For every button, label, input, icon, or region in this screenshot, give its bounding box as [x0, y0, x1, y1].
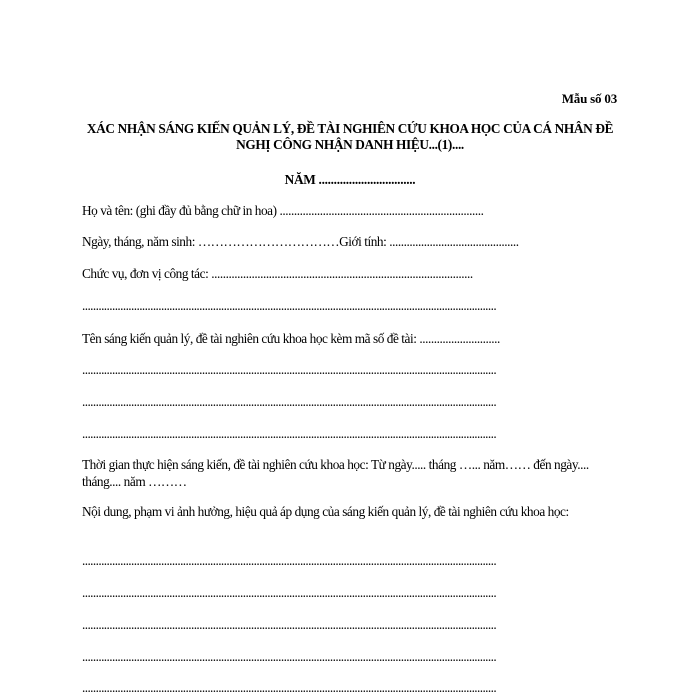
content-dotted-line-2: ........................................................................................................................................................ — [82, 585, 497, 600]
content-dotted-line-4: ........................................................................................................................................................ — [82, 649, 497, 664]
birth-gender-field: Ngày, tháng, năm sinh: ……………………………Giới tính: ............................................. — [82, 234, 519, 249]
topic-title-field: Tên sáng kiến quản lý, đề tài nghiên cứu khoa học kèm mã số đề tài: ............................ — [82, 331, 500, 346]
content-dotted-line-3: ........................................................................................................................................................ — [82, 617, 497, 632]
content-dotted-line-1: ........................................................................................................................................................ — [82, 553, 497, 568]
topic-dotted-line-1: ........................................................................................................................................................ — [82, 362, 497, 377]
year-line: NĂM ................................ — [284, 172, 416, 187]
position-unit-field: Chức vụ, đơn vị công tác: ........................................................................................... — [82, 266, 473, 281]
content-dotted-line-5: ........................................................................................................................................................ — [82, 680, 497, 695]
period-field: Thời gian thực hiện sáng kiến, đề tài nghiên cứu khoa học: Từ ngày..... tháng …... năm…… đến ngày.... tháng.... năm ……… — [82, 457, 589, 489]
position-unit-continuation: ........................................................................................................................................................ — [82, 298, 497, 313]
document-title: XÁC NHẬN SÁNG KIẾN QUẢN LÝ, ĐỀ TÀI NGHIÊN CỨU KHOA HỌC CỦA CÁ NHÂN ĐỀ NGHỊ CÔNG NHẬN DANH HIỆU...(1).... — [86, 121, 614, 152]
content-label: Nội dung, phạm vi ảnh hưởng, hiệu quả áp dụng của sáng kiến quản lý, đề tài nghiên cứu khoa học: — [82, 504, 569, 519]
topic-dotted-line-3: ........................................................................................................................................................ — [82, 426, 497, 441]
full-name-field: Họ và tên: (ghi đầy đủ bằng chữ in hoa) ....................................................................... — [82, 203, 484, 218]
form-number: Mẫu số 03 — [561, 91, 617, 106]
topic-dotted-line-2: ........................................................................................................................................................ — [82, 394, 497, 409]
